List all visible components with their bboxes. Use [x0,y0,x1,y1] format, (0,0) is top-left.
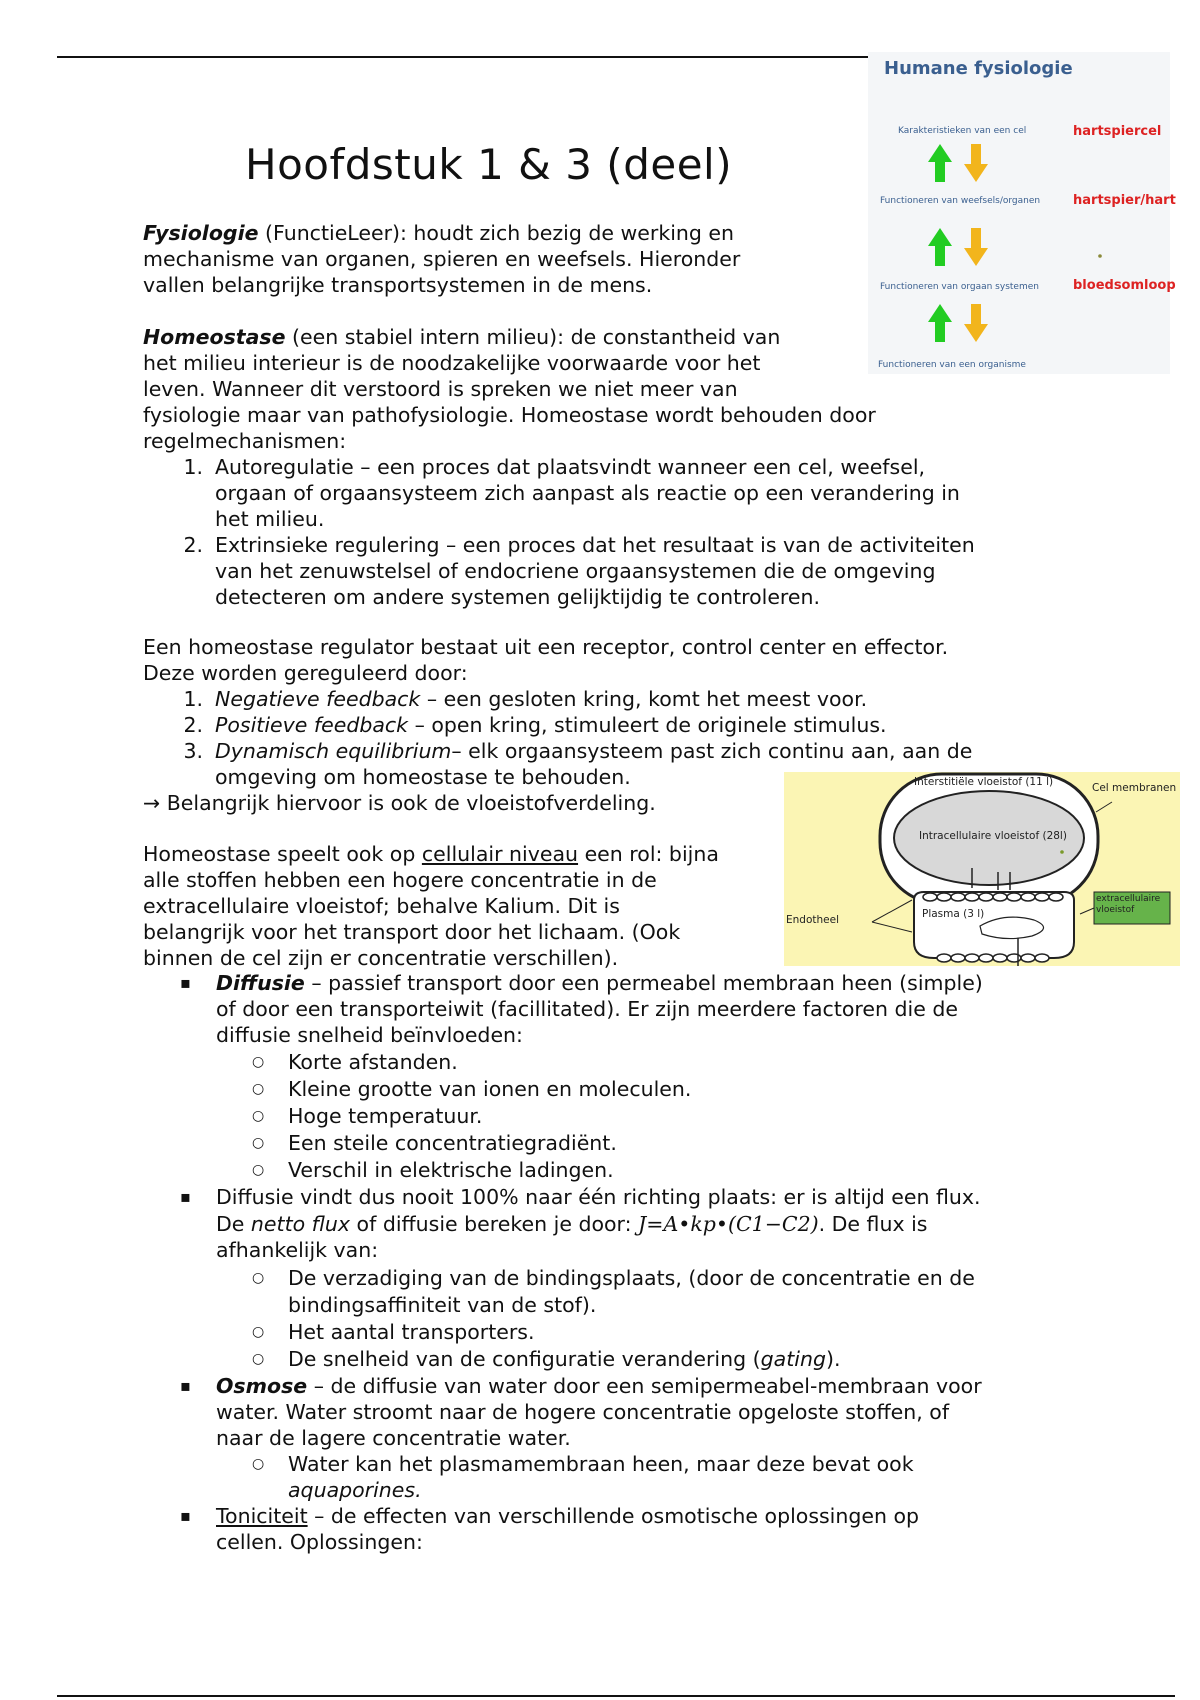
circle-bullet: ○ [252,1351,265,1367]
toniciteit-line1: – de effecten van verschillende osmotische oplossingen op [307,1504,920,1528]
osmose-line3: naar de lagere concentratie water. [216,1426,571,1450]
extracellulair-label: extracellulaire vloeistof [1096,894,1161,915]
item-text: De snelheid van de configuratie verandering ( [288,1347,761,1371]
plasma-vessel [914,892,1074,958]
factor-text: Verschil in elektrische ladingen. [288,1158,614,1182]
example-label: bloedsomloop [1073,278,1176,293]
diffusie-term: Diffusie [216,971,305,995]
circle-bullet: ○ [252,1081,265,1097]
circle-bullet: ○ [252,1054,265,1070]
item-line: Autoregulatie – een proces dat plaatsvindt wanneer een cel, weefsel, [215,455,926,479]
flux-text: De [216,1212,251,1236]
cellulair-underlined: cellulair niveau [421,842,579,866]
list-item [252,1319,1052,1346]
endotheel-label: Endotheel [786,914,839,926]
list-item [143,532,1043,610]
fysiologie-line2: mechanisme van organen, spieren en weefsels. Hieronder [143,247,741,271]
toniciteit-line2: cellen. Oplossingen: [216,1530,423,1554]
arrow-line: → Belangrijk hiervoor is ook de vloeistofverdeling. [143,791,656,815]
flux-italic: netto flux [250,1212,351,1236]
flux-formula: J=A•kp•(C1−C2) [638,1212,819,1236]
cellulair-line3: extracellulaire vloeistof; behalve Kalium. Dit is [143,894,620,918]
diffusie-block [180,970,1080,1048]
vloeistof-diagram [784,772,1180,966]
flux-line3: afhankelijk van: [216,1238,379,1262]
level-label: Functioneren van een organisme [878,360,1026,370]
osmose-sub [252,1451,1052,1503]
item-line: bindingsaffiniteit van de stof). [288,1293,597,1317]
flux-factors [252,1265,1052,1373]
osmose-line2: water. Water stroomt naar de hogere concentratie opgeloste stoffen, of [216,1400,950,1424]
item-line: omgeving om homeostase te behouden. [215,765,631,789]
square-bullet: ▪ [180,1506,191,1525]
item-italic: gating [760,1347,826,1371]
level-label: Karakteristieken van een cel [898,126,1027,136]
osmose-term: Osmose [216,1374,308,1398]
homeostase-term: Homeostase [143,325,286,349]
list-item [252,1346,1052,1373]
factor-text: Korte afstanden. [288,1050,458,1074]
list-item [252,1049,1052,1076]
flux-text: of diffusie bereken je door: [350,1212,639,1236]
item-number: 1. [183,687,203,711]
item-line: De verzadiging van de bindingsplaats, (door de concentratie en de [288,1266,975,1290]
cellulair-line2: alle stoffen hebben een hogere concentratie in de [143,868,657,892]
arrow-down-icon [964,228,988,266]
list-item [252,1130,1052,1157]
osmose-block [180,1373,1080,1451]
item-term: Dynamisch equilibrium [215,739,452,763]
dot-mark [1060,850,1064,854]
item-line: van het zenuwstelsel of endocriene orgaansystemen die de omgeving [215,559,936,583]
factor-text: Kleine grootte van ionen en moleculen. [288,1077,692,1101]
homeostase-line5: regelmechanismen: [143,429,347,453]
cellulair-text: een rol: bijna [578,842,719,866]
list-item [252,1265,1052,1319]
level-label: Functioneren van weefsels/organen [880,196,1041,206]
fysiologie-line1: (FunctieLeer): houdt zich bezig de werking en [258,221,735,245]
item-term: Negatieve feedback [215,687,421,711]
square-bullet: ▪ [180,973,191,992]
top-rule [57,56,869,58]
flux-text: . De flux is [818,1212,928,1236]
bottom-rule [57,1695,1175,1697]
example-label: hartspier/hart [1073,193,1176,208]
flux-line1: Diffusie vindt dus nooit 100% naar één richting plaats: er is altijd een flux. [216,1185,981,1209]
circle-bullet: ○ [252,1108,265,1124]
factor-text: Hoge temperatuur. [288,1104,483,1128]
toniciteit-term: Toniciteit [216,1504,308,1528]
item-line: orgaan of orgaansysteem zich aanpast als reactie op een verandering in [215,481,960,505]
interstitieel-label: Interstitiële vloeistof (11 l) [914,776,1054,788]
regulator-line2: Deze worden gereguleerd door: [143,661,468,685]
item-line: het milieu. [215,507,325,531]
arrow-up-icon [928,304,952,342]
level-arrows [868,52,1170,374]
fysiologie-line3: vallen belangrijke transportsystemen in de mens. [143,273,653,297]
regulator-line1: Een homeostase regulator bestaat uit een receptor, control center en effector. [143,635,949,659]
list-item [252,1157,1052,1184]
example-label: hartspiercel [1073,124,1162,139]
circle-bullet: ○ [252,1135,265,1151]
toniciteit-block [180,1503,1080,1555]
level-label: Functioneren van orgaan systemen [880,282,1039,292]
item-term: Positieve feedback [215,713,409,737]
intracellulair-label: Intracellulaire vloeistof (28l) [919,830,1067,842]
arrow-up-icon [928,144,952,182]
item-text: ). [825,1347,841,1371]
humane-fysiologie-diagram [868,52,1176,374]
dot-mark [1098,254,1102,258]
homeostase-line2: het milieu interieur is de noodzakelijke voorwaarde voor het [143,351,761,375]
diffusie-line2: of door een transporteiwit (facillitated). Er zijn meerdere factoren die de [216,997,958,1021]
list-item [143,686,1043,712]
flux-block [180,1184,1080,1263]
item-number: 1. [183,455,203,479]
arrow-down-icon [964,144,988,182]
diffusie-line3: diffusie snelheid beïnvloeden: [216,1023,523,1047]
diagram1-heading: Humane fysiologie [884,58,1073,79]
homeostase-line4: fysiologie maar van pathofysiologie. Homeostase wordt behouden door [143,403,876,427]
list-item [143,712,1043,738]
page-title: Hoofdstuk 1 & 3 (deel) [245,140,733,189]
cellulair-paragraph [143,841,719,971]
cellulair-line5: binnen de cel zijn er concentratie verschillen). [143,946,619,970]
diffusie-factors [252,1049,1052,1184]
item-line: detecteren om andere systemen gelijktijdig te controleren. [215,585,821,609]
list-item [143,454,1043,532]
circle-bullet: ○ [252,1162,265,1178]
regulation-list [143,454,1043,610]
factor-text: Een steile concentratiegradiënt. [288,1131,617,1155]
osmose-line1: – de diffusie van water door een semipermeabel-membraan voor [307,1374,982,1398]
circle-bullet: ○ [252,1270,265,1286]
homeostase-line3: leven. Wanneer dit verstoord is spreken we niet meer van [143,377,738,401]
fysiologie-term: Fysiologie [143,221,259,245]
item-text: – open kring, stimuleert de originele stimulus. [408,713,887,737]
fysiologie-paragraph [143,220,740,298]
item-number: 3. [183,739,203,763]
item-text: – een gesloten kring, komt het meest voor. [420,687,868,711]
item-number: 2. [183,533,203,557]
cellulair-line4: belangrijk voor het transport door het lichaam. (Ook [143,920,681,944]
square-bullet: ▪ [180,1187,191,1206]
item-text: – elk orgaansysteem past zich continu aan, aan de [451,739,973,763]
cel-membranen-label: Cel membranen [1092,782,1177,794]
circle-bullet: ○ [252,1456,265,1472]
item-line: aquaporines. [288,1478,422,1502]
plasma-label: Plasma (3 l) [922,908,985,920]
diffusie-line1: – passief transport door een permeabel membraan heen (simple) [304,971,983,995]
cellulair-text: Homeostase speelt ook op [143,842,422,866]
arrow-up-icon [928,228,952,266]
list-item [252,1451,1052,1503]
circle-bullet: ○ [252,1324,265,1340]
item-number: 2. [183,713,203,737]
item-line: Het aantal transporters. [288,1320,535,1344]
homeostase-line1: (een stabiel intern milieu): de constantheid van [285,325,781,349]
item-line: Extrinsieke regulering – een proces dat het resultaat is van de activiteiten [215,533,975,557]
square-bullet: ▪ [180,1376,191,1395]
item-line: Water kan het plasmamembraan heen, maar deze bevat ook [288,1452,914,1476]
list-item [252,1076,1052,1103]
vloeistof-svg [784,772,1180,966]
list-item [252,1103,1052,1130]
arrow-down-icon [964,304,988,342]
